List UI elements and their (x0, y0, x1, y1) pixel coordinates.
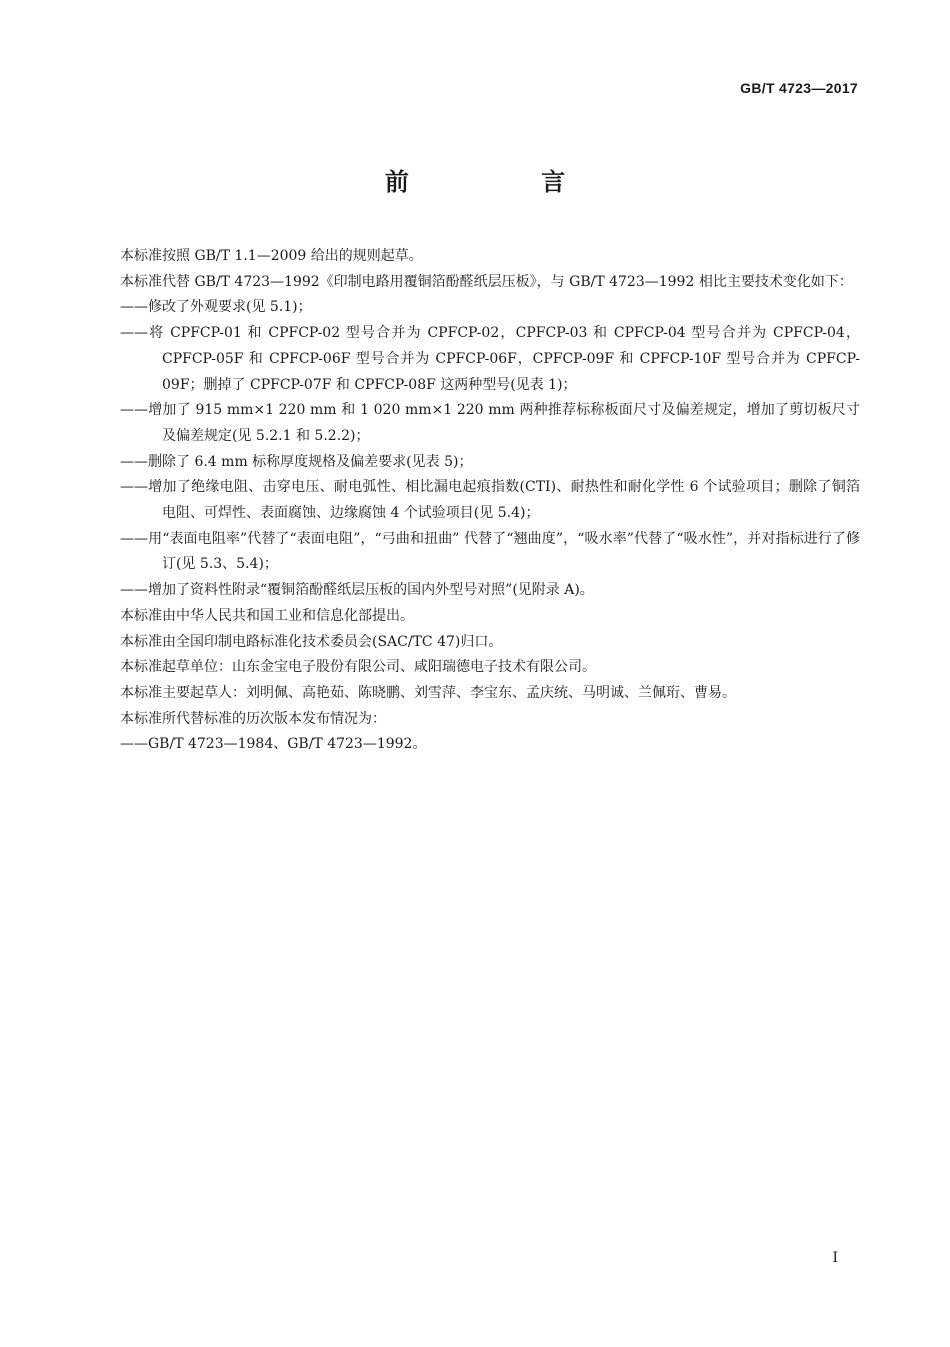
standard-number: GB/T 4723—2017 (740, 80, 858, 96)
change-item: ——将 CPFCP-01 和 CPFCP-02 型号合并为 CPFCP-02，CPFCP-03 和 CPFCP-04 型号合并为 CPFCP-04，CPFCP-05F 和 CPFCP-06F 型号合并为 CPFCP-06F，CPFCP-09F 和 CPFCP-10F 型号合并为 CPFCP-09F；删掉了 CPFCP-07F 和 CPFCP-08F 这两种型号(见表 1)； (120, 325, 860, 393)
change-item: ——增加了资料性附录“覆铜箔酚醛纸层压板的国内外型号对照”(见附录 A)。 (120, 582, 594, 599)
paragraph: 本标准由全国印制电路标准化技术委员会(SAC/TC 47)归口。 (120, 633, 503, 650)
paragraph: 本标准所代替标准的历次版本发布情况为： (120, 710, 386, 727)
change-item: ——用“表面电阻率”代替了“表面电阻”，“弓曲和扭曲” 代替了“翘曲度”，“吸水率”代替了“吸水性”，并对指标进行了修订(见 5.3、5.4)； (120, 530, 860, 573)
history-item: ——GB/T 4723—1984、GB/T 4723—1992。 (120, 736, 427, 753)
paragraph: 本标准按照 GB/T 1.1—2009 给出的规则起草。 (120, 248, 423, 264)
page-title: 前 言 (384, 168, 628, 196)
paragraph: 本标准代替 GB/T 4723—1992《印制电路用覆铜箔酚醛纸层压板》，与 GB/T 4723—1992 相比主要技术变化如下： (120, 273, 853, 290)
change-item: ——修改了外观要求(见 5.1)； (120, 299, 312, 316)
foreword-body (92, 244, 860, 758)
change-item: ——增加了 915 mm×1 220 mm 和 1 020 mm×1 220 mm 两种推荐标称板面尺寸及偏差规定，增加了剪切板尺寸及偏差规定(见 5.2.1 和 5.2.2)； (120, 402, 860, 444)
change-item: ——增加了绝缘电阻、击穿电压、耐电弧性、相比漏电起痕指数(CTI)、耐热性和耐化学性 6 个试验项目；删除了铜箔电阻、可焊性、表面腐蚀、边缘腐蚀 4 个试验项目(见 5.4)； (120, 479, 860, 522)
paragraph: 本标准由中华人民共和国工业和信息化部提出。 (120, 607, 414, 624)
change-item: ——删除了 6.4 mm 标称厚度规格及偏差要求(见表 5)； (120, 453, 473, 470)
paragraph: 本标准起草单位：山东金宝电子股份有限公司、咸阳瑞德电子技术有限公司。 (120, 659, 596, 676)
page-number: I (832, 1250, 838, 1266)
paragraph: 本标准主要起草人：刘明佩、高艳茹、陈晓鹏、刘雪萍、李宝东、孟庆统、马明诚、兰佩珩、曹易。 (120, 684, 736, 701)
